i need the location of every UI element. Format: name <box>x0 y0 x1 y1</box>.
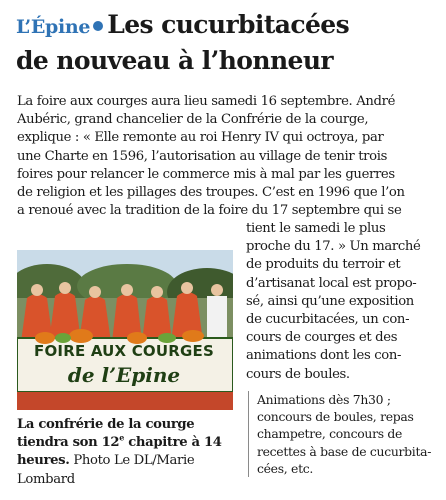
intro-line: de religion et les pillages des troupes. C’est en 1996 que l’on <box>17 185 405 201</box>
headline-title-part-1: Les cucurbitacées <box>107 10 350 39</box>
intro-line: Aubéric, grand chancelier de la Confrérie de la courge, <box>17 112 369 128</box>
headline-title-part-2: de nouveau à l’honneur <box>16 46 333 75</box>
column-line: tient le samedi le plus <box>246 221 386 236</box>
intro-line: une Charte en 1596, l’autorisation au village de tenir trois <box>17 148 387 164</box>
column-line: cours de boules. <box>246 366 350 382</box>
caption-text: heures. <box>17 453 70 469</box>
column-line: sé, ainsi qu’une exposition <box>246 293 414 309</box>
aside-line: concours de boules, repas <box>257 409 414 425</box>
right-column-text <box>246 220 438 384</box>
aside-line: Animations dès 7h30 ; <box>257 392 391 407</box>
program-aside <box>248 391 446 477</box>
column-line: de cucurbitacées, un con- <box>246 312 410 328</box>
caption-superscript: e <box>119 432 124 443</box>
headline-line-1 <box>16 8 436 44</box>
photo-credit: Photo Le DL/Marie <box>69 453 195 469</box>
caption-line: Lombard <box>17 471 75 487</box>
intro-line: La foire aux courges aura lieu samedi 16 septembre. André <box>17 94 396 109</box>
intro-line: foires pour relancer le commerce mis à mal par les guerres <box>17 166 395 182</box>
intro-paragraph <box>17 93 437 220</box>
caption-text: tiendra son 12 <box>17 435 120 451</box>
aside-line: recettes à base de cucurbita- <box>257 443 432 459</box>
column-line: proche du 17. » Un marché <box>246 239 421 255</box>
aside-line: cées, etc. <box>257 460 314 476</box>
aside-line: champetre, concours de <box>257 426 403 442</box>
column-line: de produits du terroir et <box>246 257 401 273</box>
location-label: L’Épine <box>16 16 91 38</box>
caption-line <box>17 452 237 470</box>
column-line: d’artisanat local est propo- <box>246 275 417 291</box>
column-line: animations dont les con- <box>246 348 402 364</box>
caption-line <box>17 434 237 452</box>
article-headline <box>16 8 436 78</box>
column-line: cours de courges et des <box>246 330 398 346</box>
event-photo <box>17 250 233 410</box>
intro-line: explique : « Elle remonte au roi Henry IV qui octroya, par <box>17 130 384 146</box>
intro-line: a renoué avec la tradition de la foire du 17 septembre qui se <box>17 203 402 219</box>
bullet-dot-icon <box>93 21 103 31</box>
banner-title: FOIRE AUX COURGES <box>34 342 214 360</box>
caption-line: La confrérie de la courge <box>17 417 195 432</box>
photo-caption <box>17 416 237 489</box>
banner-subtitle: de l’Epine <box>67 363 181 387</box>
caption-text: chapitre à 14 <box>124 435 222 451</box>
